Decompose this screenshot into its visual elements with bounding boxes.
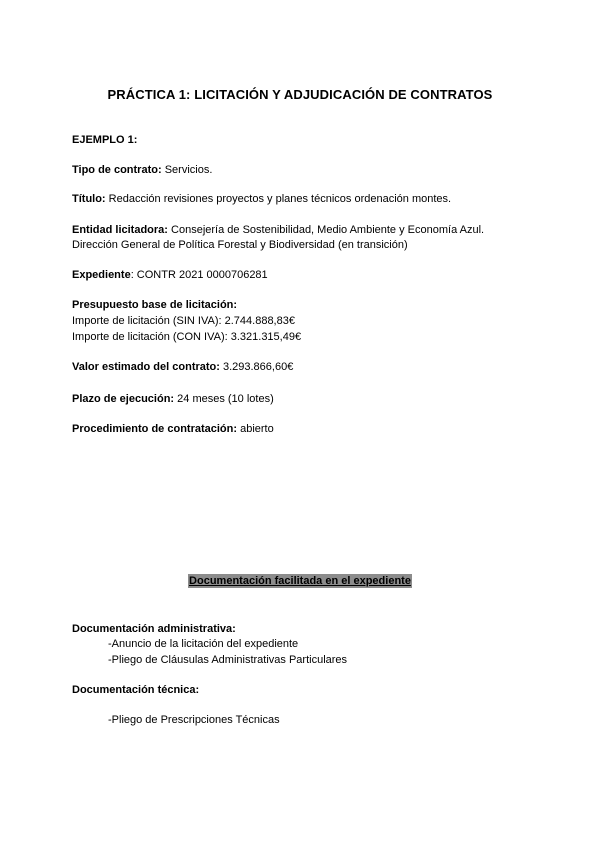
duration-value: 24 meses (10 lotes) xyxy=(174,393,274,405)
file-number-label: Expediente xyxy=(72,269,131,281)
contract-title-line xyxy=(72,192,451,206)
documentation-heading xyxy=(0,574,600,588)
contract-title-label: Título: xyxy=(72,193,106,205)
estimated-value-label: Valor estimado del contrato: xyxy=(72,361,220,373)
admin-doc-item: -Anuncio de la licitación del expediente xyxy=(108,638,299,650)
entity-line xyxy=(72,223,484,237)
budget-label: Presupuesto base de licitación: xyxy=(72,299,238,311)
budget-without-vat: Importe de licitación (SIN IVA): 2.744.888,83€ xyxy=(72,315,295,327)
entity-value-line-2: Dirección General de Política Forestal y Biodiversidad (en transición) xyxy=(72,239,408,251)
entity-value: Consejería de Sostenibilidad, Medio Ambiente y Economía Azul. xyxy=(167,224,485,236)
contract-type-line xyxy=(72,163,212,177)
technical-docs-label: Documentación técnica: xyxy=(72,684,200,696)
estimated-value-value: 3.293.866,60€ xyxy=(219,361,294,373)
admin-docs-label: Documentación administrativa: xyxy=(72,623,236,635)
estimated-value-line xyxy=(72,360,293,374)
example-heading: EJEMPLO 1: xyxy=(72,134,138,146)
technical-doc-item: -Pliego de Prescripciones Técnicas xyxy=(108,714,280,726)
duration-line xyxy=(72,392,274,406)
entity-label: Entidad licitadora: xyxy=(72,224,168,236)
documentation-heading-text: Documentación facilitada en el expediente xyxy=(189,575,411,587)
budget-with-vat: Importe de licitación (CON IVA): 3.321.315,49€ xyxy=(72,331,302,343)
contract-title-value: Redacción revisiones proyectos y planes técnicos ordenación montes. xyxy=(105,193,452,205)
file-number-line xyxy=(72,268,268,282)
contract-type-value: Servicios. xyxy=(161,164,213,176)
file-number-value: : CONTR 2021 0000706281 xyxy=(130,269,268,281)
procedure-label: Procedimiento de contratación: xyxy=(72,423,238,435)
admin-doc-item: -Pliego de Cláusulas Administrativas Particulares xyxy=(108,654,348,666)
procedure-line xyxy=(72,422,274,436)
contract-type-label: Tipo de contrato: xyxy=(72,164,162,176)
duration-label: Plazo de ejecución: xyxy=(72,393,175,405)
page-title: PRÁCTICA 1: LICITACIÓN Y ADJUDICACIÓN DE CONTRATOS xyxy=(107,87,493,102)
procedure-value: abierto xyxy=(237,423,274,435)
